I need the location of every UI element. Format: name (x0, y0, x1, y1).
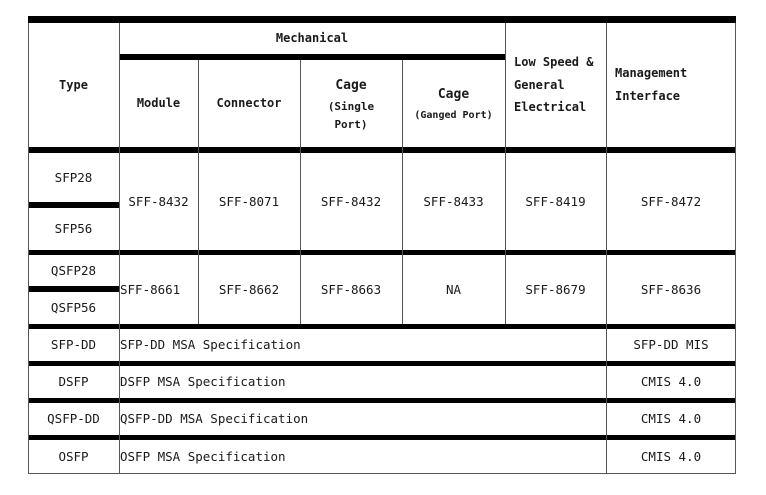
top-border (28, 16, 736, 23)
group2-module: SFF-8661 (120, 281, 181, 297)
type-qsfp28: QSFP28 (50, 262, 97, 278)
group1-cage-single: SFF-8432 (320, 193, 382, 209)
group1-cage-ganged: SFF-8433 (423, 193, 484, 209)
type-osfp: OSFP (58, 448, 89, 464)
header-mechanical: Mechanical (275, 31, 349, 46)
spec-osfp: OSFP MSA Specification (120, 448, 286, 464)
type-qsfp-dd: QSFP-DD (47, 411, 100, 427)
header-module: Module (136, 96, 181, 111)
header-management: Management Interface (615, 66, 688, 103)
header-low-speed: Low Speed & General Electrical (514, 54, 594, 115)
group1-module: SFF-8432 (128, 193, 189, 209)
group1-low-speed: SFF-8419 (525, 193, 586, 209)
management-qsfp-dd: CMIS 4.0 (640, 411, 702, 427)
management-sfp-dd: SFP-DD MIS (633, 337, 709, 353)
group2-cage-ganged: NA (445, 281, 462, 297)
type-sfp56: SFP56 (54, 221, 93, 237)
header-connector: Connector (216, 96, 282, 111)
header-cage-ganged: Cage (Ganged Port) (414, 87, 493, 121)
type-sfp28: SFP28 (54, 169, 93, 185)
spec-qsfp-dd: QSFP-DD MSA Specification (120, 411, 309, 427)
group1-connector: SFF-8071 (218, 193, 280, 209)
group2-management: SFF-8636 (640, 281, 702, 297)
group1-management: SFF-8472 (640, 193, 702, 209)
spec-table (28, 16, 736, 474)
management-osfp: CMIS 4.0 (640, 448, 702, 464)
type-dsfp: DSFP (58, 374, 89, 390)
header-type: Type (59, 77, 88, 92)
group2-low-speed: SFF-8679 (525, 281, 586, 297)
table-bottom-border (28, 473, 736, 474)
management-dsfp: CMIS 4.0 (640, 374, 702, 390)
type-qsfp56: QSFP56 (50, 300, 97, 316)
header-cage-single: Cage (Single Port) (327, 77, 375, 131)
group2-cage-single: SFF-8663 (320, 281, 382, 297)
spec-sfp-dd: SFP-DD MSA Specification (120, 337, 301, 353)
type-sfp-dd: SFP-DD (50, 337, 97, 353)
group2-connector: SFF-8662 (218, 281, 280, 297)
spec-dsfp: DSFP MSA Specification (120, 374, 286, 390)
